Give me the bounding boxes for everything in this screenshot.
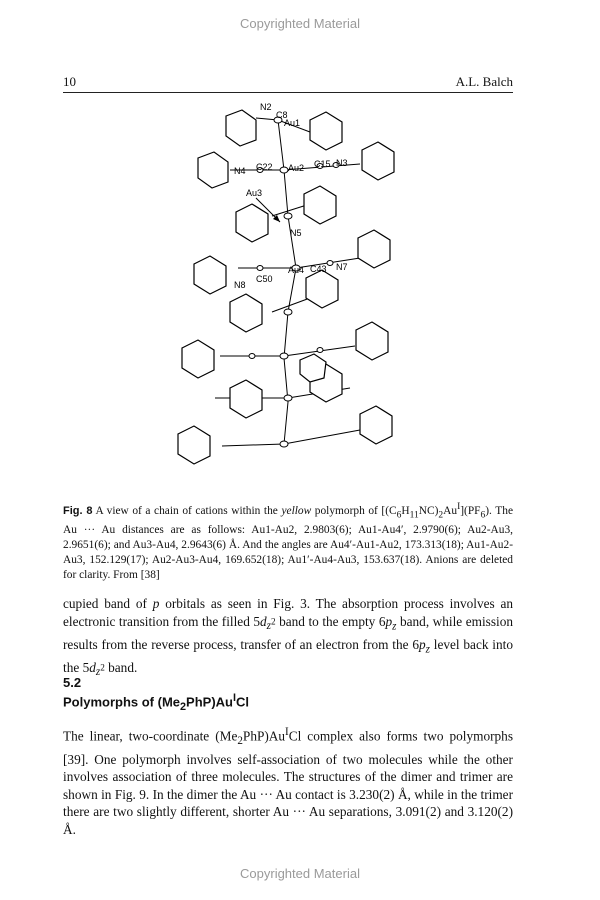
atom-label-n7: N7 (336, 262, 348, 272)
body-paragraph-2: The linear, two-coordinate $(Me_2PhP)Au^ICl$ complex also forms two polymorphs [39]. One polymorph involves self-association of two molecules while the other involves association of three molecules. The structures of the dimer and trimer are shown in Fig. 9. In the dimer the Au ··· Au contact is 3.230(2) Å, while in the trimer there are two slightly different, shorter Au ··· Au separations, 3.091(2) and 3.120(2) Å. (63, 726, 513, 837)
caption-italic: yellow (281, 504, 312, 517)
page-number: 10 (63, 74, 76, 89)
watermark-bottom: Copyrighted Material (240, 866, 360, 881)
figure-label: Fig. 8 (63, 504, 93, 517)
atom-label-c8: C8 (276, 110, 288, 120)
atom-label-au1: Au1 (284, 118, 301, 128)
atom-label-c50: C50 (256, 274, 273, 284)
atom-label-c15: C15 (314, 159, 331, 169)
section-title: Polymorphs of $(Me_2PhP)Au^ICl$ (63, 692, 250, 713)
caption-details: The Au ··· Au distances are as follows: Au1-Au2, 2.9803(6); Au1-Au4′, 2.9790(6); Au2-Au3, 2.9651(6); and Au3-Au4, 2.9643(6) Å. And the angles are Au4′-Au1-Au2, 173.313(18); Au1-Au2-Au3, 152.129(17); Au2-Au3-Au4, 169.652(18); Au1′-Au4-Au3, 153.637(18). Anions are deleted for clarity. From [38] (63, 504, 514, 582)
atom-label-c22: C22 (256, 162, 273, 172)
figure-caption (63, 500, 513, 583)
atom-label-au3: Au3 (246, 188, 263, 198)
running-header (63, 74, 513, 93)
crystal-structure-figure (160, 98, 430, 488)
atom-label-c43: C43 (310, 264, 327, 274)
atom-label-n5: N5 (290, 228, 302, 238)
watermark-top: Copyrighted Material (240, 16, 360, 31)
atom-label-n3: N3 (336, 158, 348, 168)
atom-label-au4: Au4 (288, 265, 305, 275)
running-author: A.L. Balch (455, 74, 513, 89)
body-paragraph-1: cupied band of p orbitals as seen in Fig. 3. The absorption process involves an electronic transition from the filled $5d_{z^2}$ band to the empty $6p_z$ band, while emission results from the reverse process, transfer of an electron from the $6p_z$ level back into the $5d_{z^2}$ band. (63, 596, 514, 679)
atom-label-n2: N2 (260, 102, 272, 112)
atom-label-au2: Au2 (288, 163, 305, 173)
caption-formula: polymorph of $[(C_6H_{11}NC)_2Au^I](PF_6)$. (314, 502, 492, 521)
atom-label-n8: N8 (234, 280, 246, 290)
section-number: 5.2 (63, 675, 82, 690)
atom-label-n4: N4 (234, 166, 246, 176)
caption-text: A view of a chain of cations within the (95, 504, 278, 517)
